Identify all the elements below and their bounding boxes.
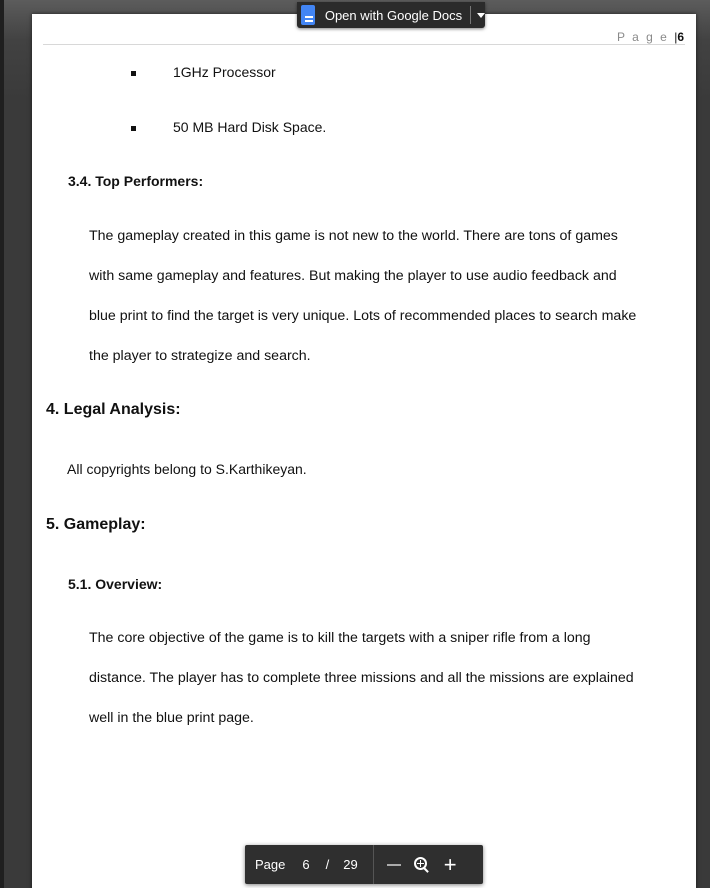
button-divider bbox=[470, 6, 471, 24]
page-separator: | bbox=[674, 30, 678, 44]
toolbar-divider bbox=[373, 845, 374, 884]
magnifier-icon[interactable] bbox=[414, 857, 430, 873]
heading-top-performers: 3.4. Top Performers: bbox=[68, 173, 204, 189]
paragraph-top-performers bbox=[89, 216, 682, 376]
total-pages: 29 bbox=[343, 857, 358, 872]
legal-text: All copyrights belong to S.Karthikeyan. bbox=[67, 461, 307, 477]
paragraph-overview bbox=[89, 618, 682, 738]
page-number: 6 bbox=[677, 30, 684, 44]
paragraph-line: the player to strategize and search. bbox=[89, 348, 311, 364]
current-page-input[interactable]: 6 bbox=[302, 857, 310, 872]
paragraph-line: well in the blue print page. bbox=[89, 710, 254, 726]
bullet-text: 1GHz Processor bbox=[173, 64, 276, 80]
heading-legal-analysis: 4. Legal Analysis: bbox=[46, 401, 181, 418]
plus-icon[interactable]: + bbox=[443, 851, 457, 877]
open-with-label: Open with Google Docs bbox=[324, 7, 463, 23]
heading-overview: 5.1. Overview: bbox=[68, 576, 163, 592]
page-word: P a g e bbox=[617, 30, 669, 44]
paragraph-line: with same gameplay and features. But making the player to use audio feedback and bbox=[89, 268, 617, 284]
paragraph-line: The core objective of the game is to kill the targets with a sniper rifle from a long bbox=[89, 630, 591, 646]
chevron-down-icon[interactable] bbox=[477, 13, 485, 18]
google-docs-icon bbox=[301, 5, 315, 25]
page-number-header bbox=[617, 30, 684, 44]
paragraph-line: The gameplay created in this game is not new to the world. There are tons of games bbox=[89, 228, 618, 244]
page-label: Page bbox=[255, 857, 286, 872]
viewer-edge bbox=[0, 0, 4, 888]
page-toolbar bbox=[245, 845, 483, 884]
heading-gameplay: 5. Gameplay: bbox=[46, 516, 146, 533]
document-page bbox=[32, 7, 696, 888]
page-slash: / bbox=[325, 857, 330, 872]
bullet-text: 50 MB Hard Disk Space. bbox=[173, 119, 327, 135]
minus-icon[interactable] bbox=[387, 864, 401, 866]
bullet-item bbox=[131, 64, 276, 80]
header-rule bbox=[43, 44, 685, 45]
paragraph-line: blue print to find the target is very unique. Lots of recommended places to search make bbox=[89, 308, 637, 324]
open-with-google-docs-button[interactable] bbox=[297, 2, 485, 28]
bullet-item bbox=[131, 119, 326, 135]
paragraph-line: distance. The player has to complete three missions and all the missions are explained bbox=[89, 670, 634, 686]
